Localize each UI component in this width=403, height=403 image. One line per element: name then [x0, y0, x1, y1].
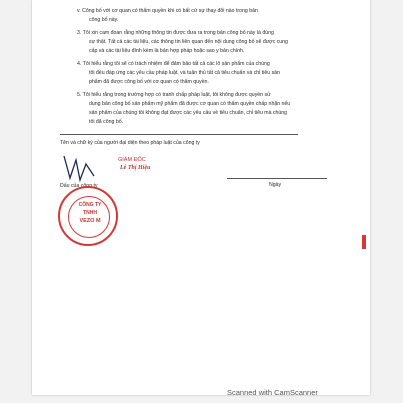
text-line: sự thật. Tất cả các tài liệu, các thông tin liên quan đến nội dung công bố sẽ được cung [89, 39, 288, 45]
company-stamp [58, 186, 118, 246]
stamp-line: TNHH [83, 210, 97, 216]
stamp-edge-mark [362, 235, 366, 249]
divider [60, 134, 298, 135]
text-line: cấp và các tài liệu đính kèm là bản hợp pháp hoặc sao y bản chính. [89, 48, 245, 54]
document-page [32, 0, 370, 395]
handwritten-signature [60, 150, 100, 185]
text-line: dụng bản công bố sản phẩm mỹ phẩm đã được cơ quan có thẩm quyền chấp nhận nếu [89, 101, 291, 107]
signer-caption: Tên và chữ ký của người đại diện theo pháp luật của công ty [60, 140, 200, 146]
stamp-label: Dấu của công ty [60, 183, 98, 189]
signature-title: GIÁM ĐỐC [118, 157, 146, 163]
text-line: 5. Tôi hiểu rằng trong trường hợp có tranh chấp pháp luật, tôi không được quyền sử [77, 92, 271, 98]
stamp-line: CÔNG TY [78, 202, 102, 208]
text-line: v. Công bố với cơ quan có thẩm quyền khi có bất cứ sự thay đổi nào trong bản [77, 8, 258, 14]
text-line: 4. Tôi hiểu rằng tôi sẽ có trách nhiệm để đảm bảo tất cả các lô sản phẩm của chúng [77, 61, 270, 67]
date-line [227, 178, 327, 179]
text-line: 3. Tôi xin cam đoan rằng những thông tin được đưa ra trong bản công bố này là đúng [77, 30, 274, 36]
stamp-line: VEZO M [79, 218, 101, 224]
date-label: Ngày [269, 182, 282, 188]
scanner-watermark: Scanned with CamScanner [227, 388, 318, 397]
text-line: phẩm đã được công bố với cơ quan có thẩm quyền. [89, 79, 209, 85]
signature-name: Lê Thị Hiệu [120, 165, 151, 171]
text-line: công bố này. [89, 17, 119, 23]
text-line: tôi đã công bố. [89, 119, 124, 125]
text-line: sản phẩm của chúng tôi không đạt được các yêu cầu về tiêu chuẩn, chỉ tiêu mà chúng [89, 110, 288, 116]
text-line: tôi đều đáp ứng các yêu cầu pháp luật, và tuân thủ tất cả tiêu chuẩn và chỉ tiêu sản [89, 70, 280, 76]
